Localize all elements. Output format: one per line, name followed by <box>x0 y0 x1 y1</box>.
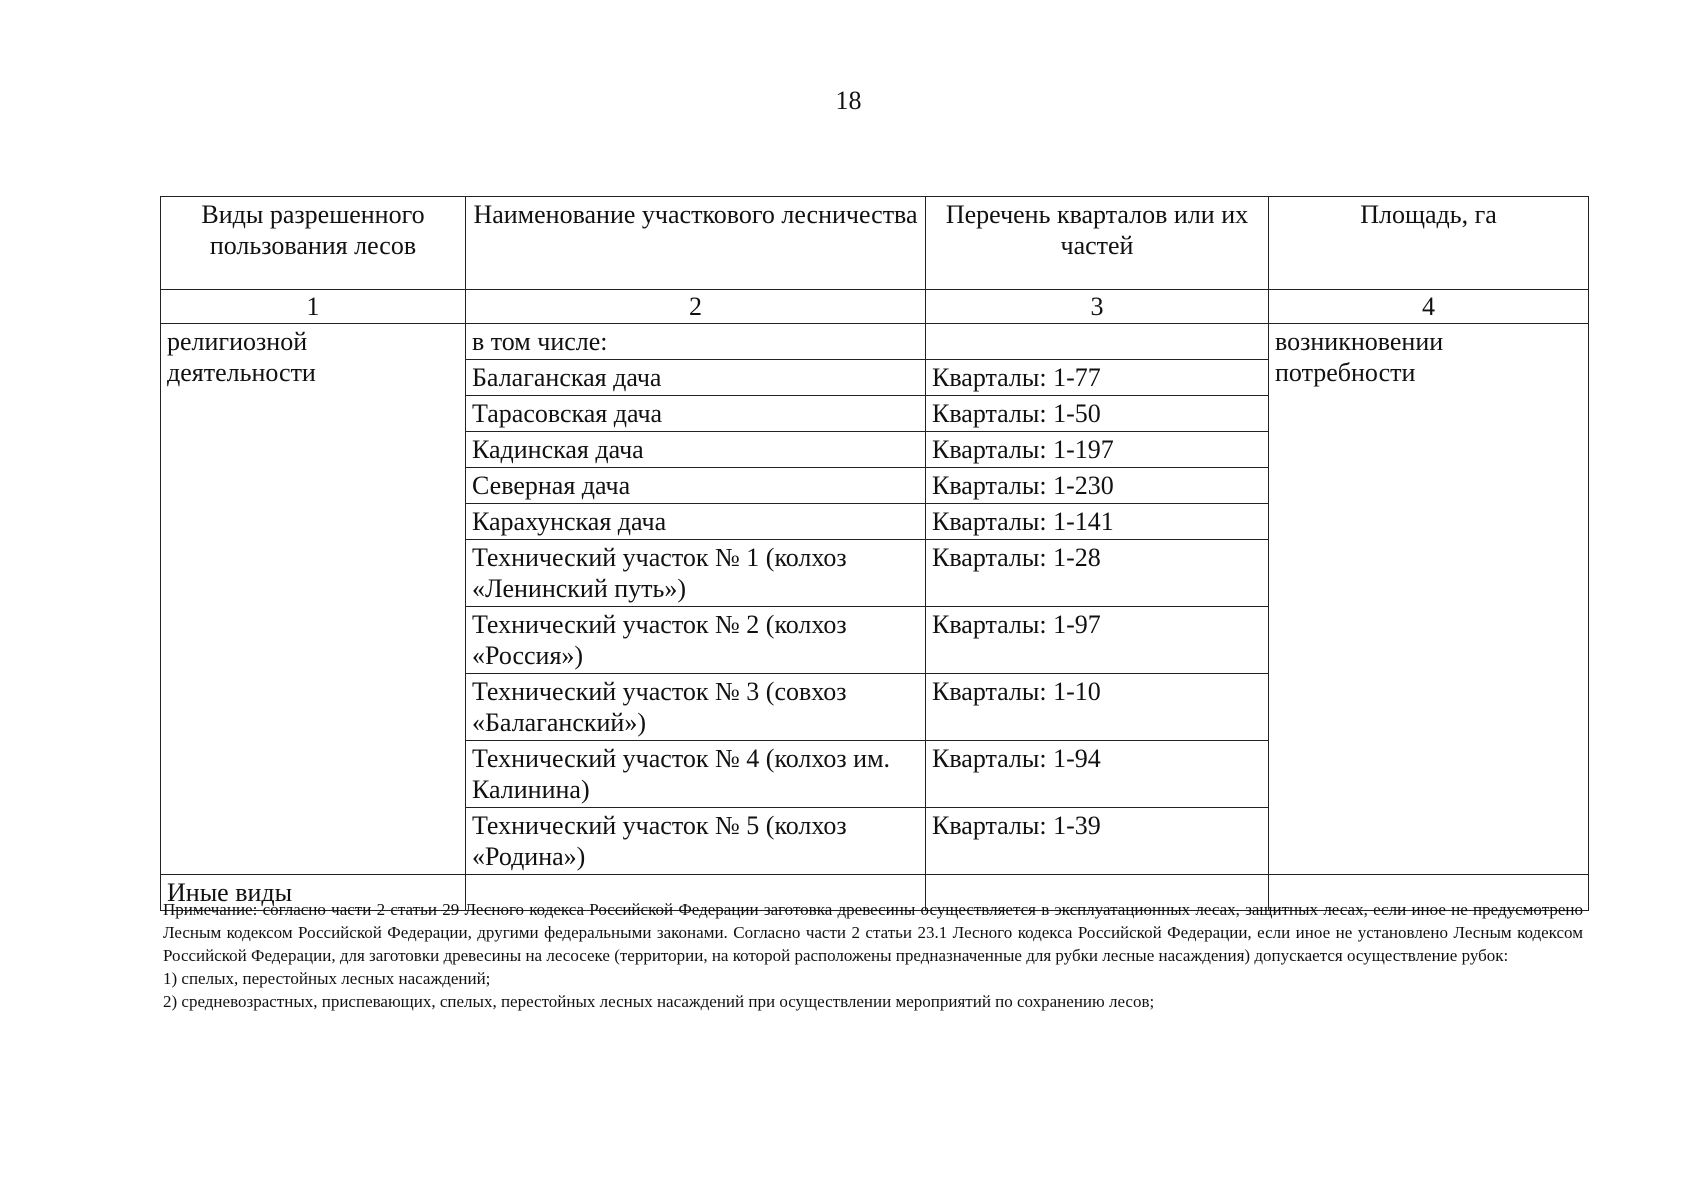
quarters-cell: Кварталы: 1-28 <box>926 540 1269 607</box>
quarters-cell: Кварталы: 1-230 <box>926 468 1269 504</box>
footnote-paragraph: Примечание: согласно части 2 статьи 29 Лесного кодекса Российской Федерации заготовка древесины осуществляется в эксплуатационных лесах, защитных лесах, если иное не предусмотрено Лесным кодексом Российской Федерации, другими федеральными законами. Согласно части 2 статьи 23.1 Лесного кодекса Российской Федерации, если иное не установлено Лесным кодексом Российской Федерации, для заготовки древесины на лесосеке (территории, на которой расположены предназначенные для рубки лесные насаждения) допускается осуществление рубок: <box>163 900 1583 965</box>
use-type-cell: религиозной деятельности <box>161 324 466 875</box>
forestry-name-cell: Технический участок № 5 (колхоз «Родина») <box>466 808 926 875</box>
forestry-name-cell: Тарасовская дача <box>466 396 926 432</box>
table-row <box>161 324 1589 360</box>
forestry-name-cell: Технический участок № 1 (колхоз «Ленинский путь») <box>466 540 926 607</box>
column-number-3: 3 <box>926 290 1269 324</box>
footnote-item-1: 1) спелых, перестойных лесных насаждений; <box>163 969 491 988</box>
header-forestry-name: Наименование участкового лесничества <box>466 197 926 290</box>
quarters-cell: Кварталы: 1-197 <box>926 432 1269 468</box>
forestry-name-cell: Северная дача <box>466 468 926 504</box>
header-use-type: Виды разрешенного пользования лесов <box>161 197 466 290</box>
quarters-cell: Кварталы: 1-39 <box>926 808 1269 875</box>
quarters-cell: Кварталы: 1-10 <box>926 674 1269 741</box>
forestry-name-cell: Балаганская дача <box>466 360 926 396</box>
header-area: Площадь, га <box>1269 197 1589 290</box>
column-number-2: 2 <box>466 290 926 324</box>
forestry-name-cell: Кадинская дача <box>466 432 926 468</box>
forestry-name-cell: Карахунская дача <box>466 504 926 540</box>
quarters-cell: Кварталы: 1-77 <box>926 360 1269 396</box>
area-cell: возникновении потребности <box>1269 324 1589 875</box>
footnote-item-2: 2) средневозрастных, приспевающих, спелых, перестойных лесных насаждений при осуществлении мероприятий по сохранению лесов; <box>163 992 1155 1011</box>
column-number-4: 4 <box>1269 290 1589 324</box>
quarters-cell <box>926 324 1269 360</box>
quarters-cell: Кварталы: 1-94 <box>926 741 1269 808</box>
quarters-cell: Кварталы: 1-141 <box>926 504 1269 540</box>
quarters-cell: Кварталы: 1-97 <box>926 607 1269 674</box>
column-number-row <box>161 290 1589 324</box>
quarters-cell: Кварталы: 1-50 <box>926 396 1269 432</box>
page-number: 18 <box>835 86 862 115</box>
column-number-1: 1 <box>161 290 466 324</box>
header-quarters: Перечень кварталов или их частей <box>926 197 1269 290</box>
footnote <box>163 898 1583 1013</box>
forestry-name-cell: Технический участок № 2 (колхоз «Россия») <box>466 607 926 674</box>
table-header-row <box>161 197 1589 290</box>
forest-use-table <box>160 196 1589 911</box>
use-type-cell: Иные виды <box>161 875 466 911</box>
forestry-name-cell: Технический участок № 3 (совхоз «Балаганский») <box>466 674 926 741</box>
forestry-name-cell: в том числе: <box>466 324 926 360</box>
forestry-name-cell: Технический участок № 4 (колхоз им. Калинина) <box>466 741 926 808</box>
